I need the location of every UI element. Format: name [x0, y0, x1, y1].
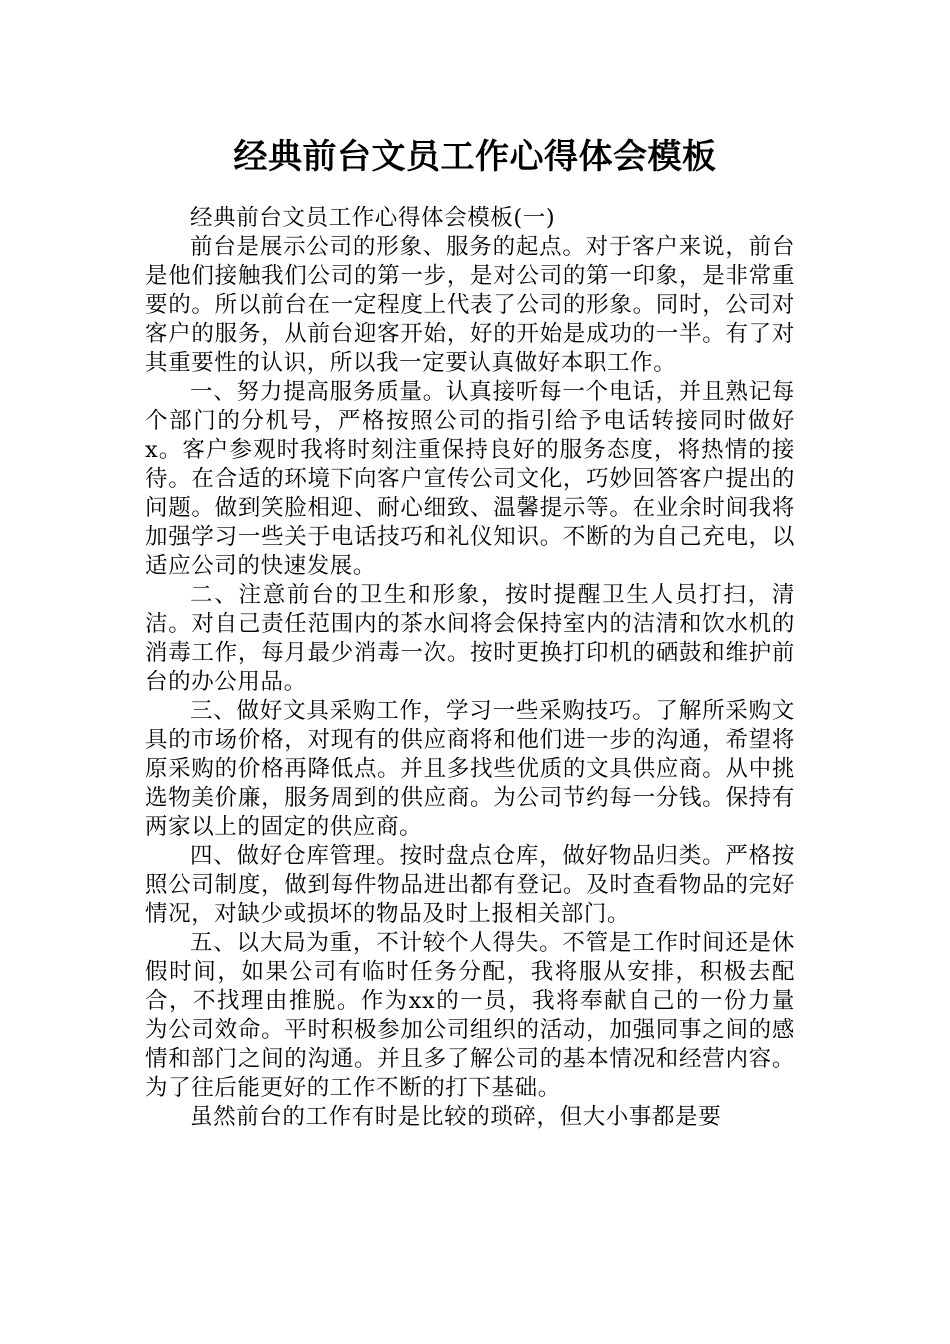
subtitle-paragraph: 经典前台文员工作心得体会模板(一) — [190, 205, 556, 231]
intro-paragraph: 前台是展示公司的形象、服务的起点。对于客户来说，前台是他们接触我们公司的第一步，是对公司的第一印象，是非常重要的。所以前台在一定程度上代表了公司的形象。同时，公司对客户的服务，从前台迎客开始，好的开始是成功的一半。有了对其重要性的认识，所以我一定要认真做好本职工作。 — [145, 234, 795, 376]
document-title: 经典前台文员工作心得体会模板 — [233, 137, 717, 177]
point-five-paragraph: 五、以大局为重，不计较个人得失。不管是工作时间还是休假时间，如果公司有临时任务分配，我将服从安排，积极去配合，不找理由推脱。作为xx的一员，我将奉献自己的一份力量为公司效命。平时积极参加公司组织的活动，加强同事之间的感情和部门之间的沟通。并且多了解公司的基本情况和经营内容。为了往后能更好的工作不断的打下基础。 — [145, 930, 795, 1101]
point-one-paragraph: 一、努力提高服务质量。认真接听每一个电话，并且熟记每个部门的分机号，严格按照公司的指引给予电话转接同时做好x。客户参观时我将时刻注重保持良好的服务态度，将热情的接待。在合适的环境下向客户宣传公司文化，巧妙回答客户提出的问题。做到笑脸相迎、耐心细致、温馨提示等。在业余时间我将加强学习一些关于电话技巧和礼仪知识。不断的为自己充电，以适应公司的快速发展。 — [145, 379, 795, 579]
document-body — [145, 204, 795, 1132]
point-three-paragraph: 三、做好文具采购工作，学习一些采购技巧。了解所采购文具的市场价格，对现有的供应商将和他们进一步的沟通，希望将原采购的价格再降低点。并且多找些优质的文具供应商。从中挑选物美价廉，服务周到的供应商。为公司节约每一分钱。保持有两家以上的固定的供应商。 — [145, 698, 795, 840]
point-two-paragraph: 二、注意前台的卫生和形象，按时提醒卫生人员打扫，清洁。对自己责任范围内的茶水间将会保持室内的洁清和饮水机的消毒工作，每月最少消毒一次。按时更换打印机的硒鼓和维护前台的办公用品。 — [145, 582, 795, 695]
point-four-paragraph: 四、做好仓库管理。按时盘点仓库，做好物品归类。严格按照公司制度，做到每件物品进出都有登记。及时查看物品的完好情况，对缺少或损坏的物品及时上报相关部门。 — [145, 843, 795, 927]
closing-paragraph: 虽然前台的工作有时是比较的琐碎，但大小事都是要 — [190, 1104, 722, 1130]
